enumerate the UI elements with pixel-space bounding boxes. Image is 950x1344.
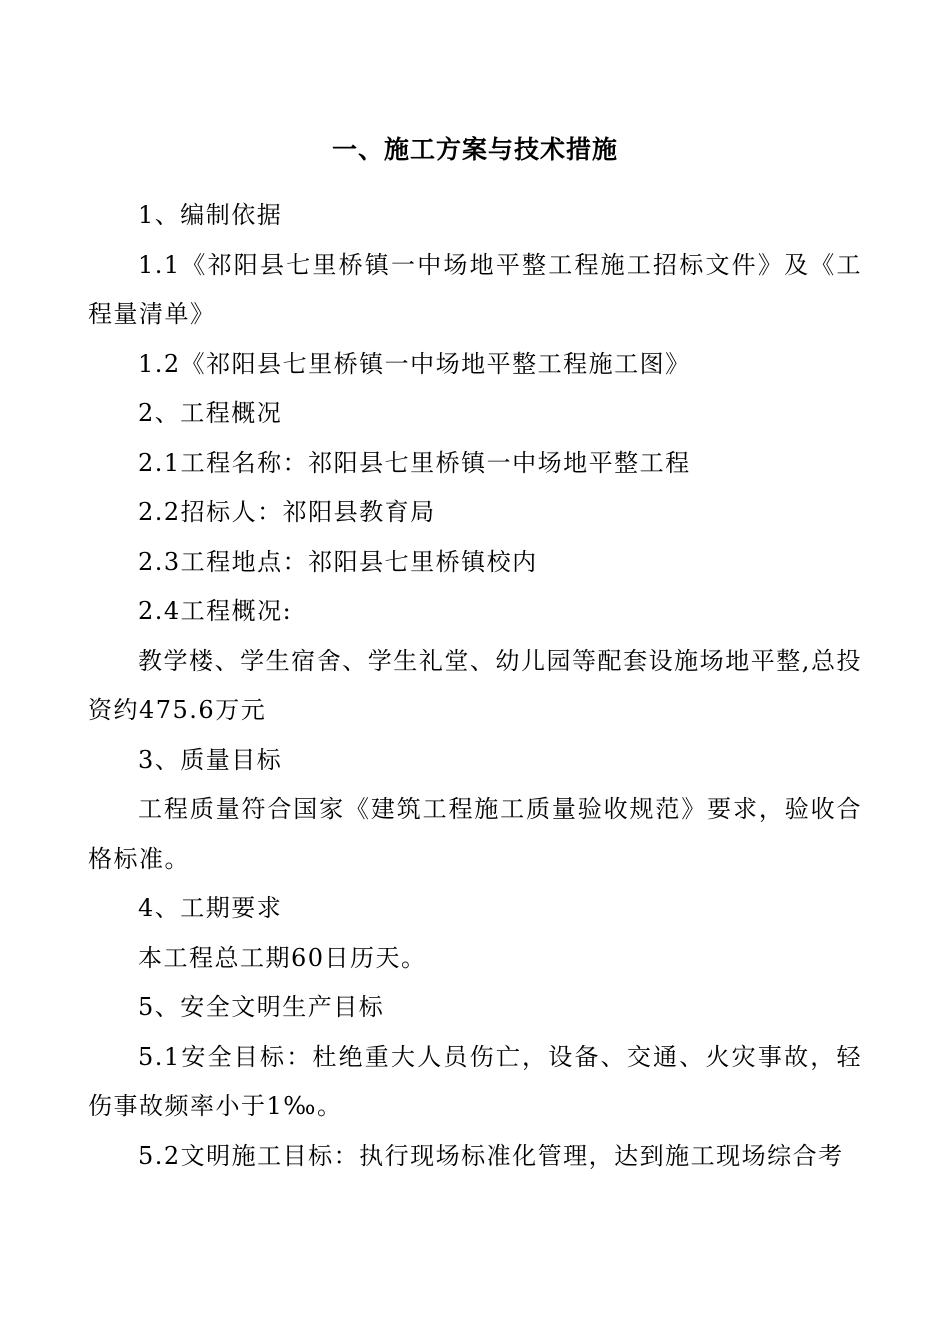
- paragraph-basis-1-2: 1.2《祁阳县七里桥镇一中场地平整工程施工图》: [138, 349, 691, 378]
- paragraph-quality-target: 工程质量符合国家《建筑工程施工质量验收规范》要求，验收合格标准。: [88, 795, 862, 873]
- heading-quality-target: 3、质量目标: [138, 745, 283, 774]
- heading-schedule: 4、工期要求: [138, 894, 283, 922]
- paragraph-project-summary: 教学楼、学生宿舍、学生礼堂、幼儿园等配套设施场地平整,总投资约475.6万元: [88, 646, 862, 724]
- paragraph-safety-target: 5.1安全目标：杜绝重大人员伤亡，设备、交通、火灾事故，轻伤事故频率小于1‰。: [88, 1042, 862, 1120]
- paragraph-schedule: 本工程总工期60日历天。: [138, 943, 427, 972]
- paragraph-project-location: 2.3工程地点：祁阳县七里桥镇校内: [138, 547, 538, 576]
- page-title: 一、施工方案与技术措施: [331, 135, 618, 164]
- heading-compile-basis: 1、编制依据: [138, 201, 283, 229]
- paragraph-project-summary-label: 2.4工程概况:: [138, 597, 293, 625]
- paragraph-tenderer: 2.2招标人：祁阳县教育局: [138, 498, 436, 526]
- paragraph-civilized-construction: 5.2文明施工目标：执行现场标准化管理，达到施工现场综合考: [138, 1141, 844, 1170]
- heading-safety-target: 5、安全文明生产目标: [138, 993, 385, 1021]
- heading-project-overview: 2、工程概况: [138, 399, 283, 427]
- paragraph-project-name: 2.1工程名称：祁阳县七里桥镇一中场地平整工程: [138, 448, 691, 477]
- document-body: [88, 191, 862, 1181]
- paragraph-basis-1-1: 1.1《祁阳县七里桥镇一中场地平整工程施工招标文件》及《工程量清单》: [88, 250, 862, 328]
